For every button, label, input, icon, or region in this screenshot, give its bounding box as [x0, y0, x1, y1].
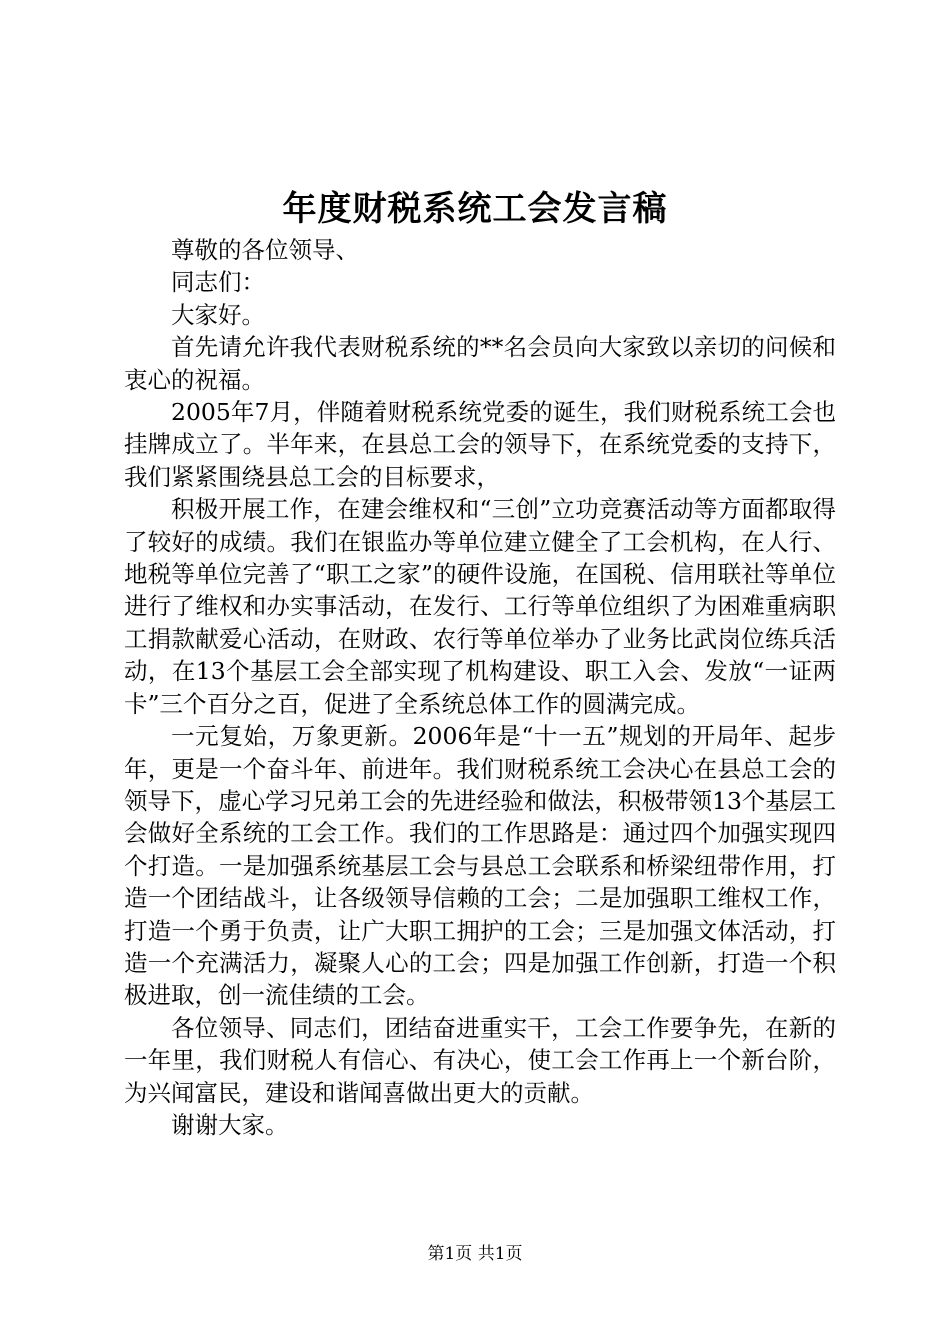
- body-paragraph: 各位领导、同志们，团结奋进重实干，工会工作要争先，在新的一年里，我们财税人有信心、有决心，使工会工作再上一个新台阶，为兴闻富民，建设和谐闻喜做出更大的贡献。: [124, 1013, 836, 1107]
- document-body: [124, 234, 836, 1141]
- body-paragraph: 一元复始，万象更新。2006年是“十一五”规划的开局年、起步年，更是一个奋斗年、前进年。我们财税系统工会决心在县总工会的领导下，虚心学习兄弟工会的先进经验和做法，积极带领13个基层工会做好全系统的工会工作。我们的工作思路是：通过四个加强实现四个打造。一是加强系统基层工会与县总工会联系和桥梁纽带作用，打造一个团结战斗，让各级领导信赖的工会；二是加强职工维权工作，打造一个勇于负责，让广大职工拥护的工会；三是加强文体活动，打造一个充满活力，凝聚人心的工会；四是加强工作创新，打造一个积极进取，创一流佳绩的工会。: [124, 722, 836, 1010]
- closing-thanks: 谢谢大家。: [171, 1110, 289, 1139]
- body-paragraph: 首先请允许我代表财税系统的**名会员向大家致以亲切的问候和衷心的祝福。: [124, 333, 836, 394]
- greeting: 大家好。: [171, 300, 265, 329]
- body-paragraph: 2005年7月，伴随着财税系统党委的诞生，我们财税系统工会也挂牌成立了。半年来，在县总工会的领导下，在系统党委的支持下，我们紧紧围绕县总工会的目标要求，: [124, 398, 836, 491]
- document-title: 年度财税系统工会发言稿: [282, 189, 668, 229]
- salutation-leaders: 尊敬的各位领导、: [171, 236, 359, 264]
- body-paragraph: 积极开展工作，在建会维权和“三创”立功竞赛活动等方面都取得了较好的成绩。我们在银监办等单位建立健全了工会机构，在人行、地税等单位完善了“职工之家”的硬件设施，在国税、信用联社等单位进行了维权和办实事活动，在发行、工行等单位组织了为困难重病职工捐款献爱心活动，在财政、农行等单位举办了业务比武岗位练兵活动，在13个基层工会全部实现了机构建设、职工入会、发放“一证两卡”三个百分之百，促进了全系统总体工作的圆满完成。: [124, 495, 836, 718]
- salutation-comrades: 同志们：: [171, 268, 265, 297]
- page-footer: 第1页 共1页: [427, 1244, 523, 1264]
